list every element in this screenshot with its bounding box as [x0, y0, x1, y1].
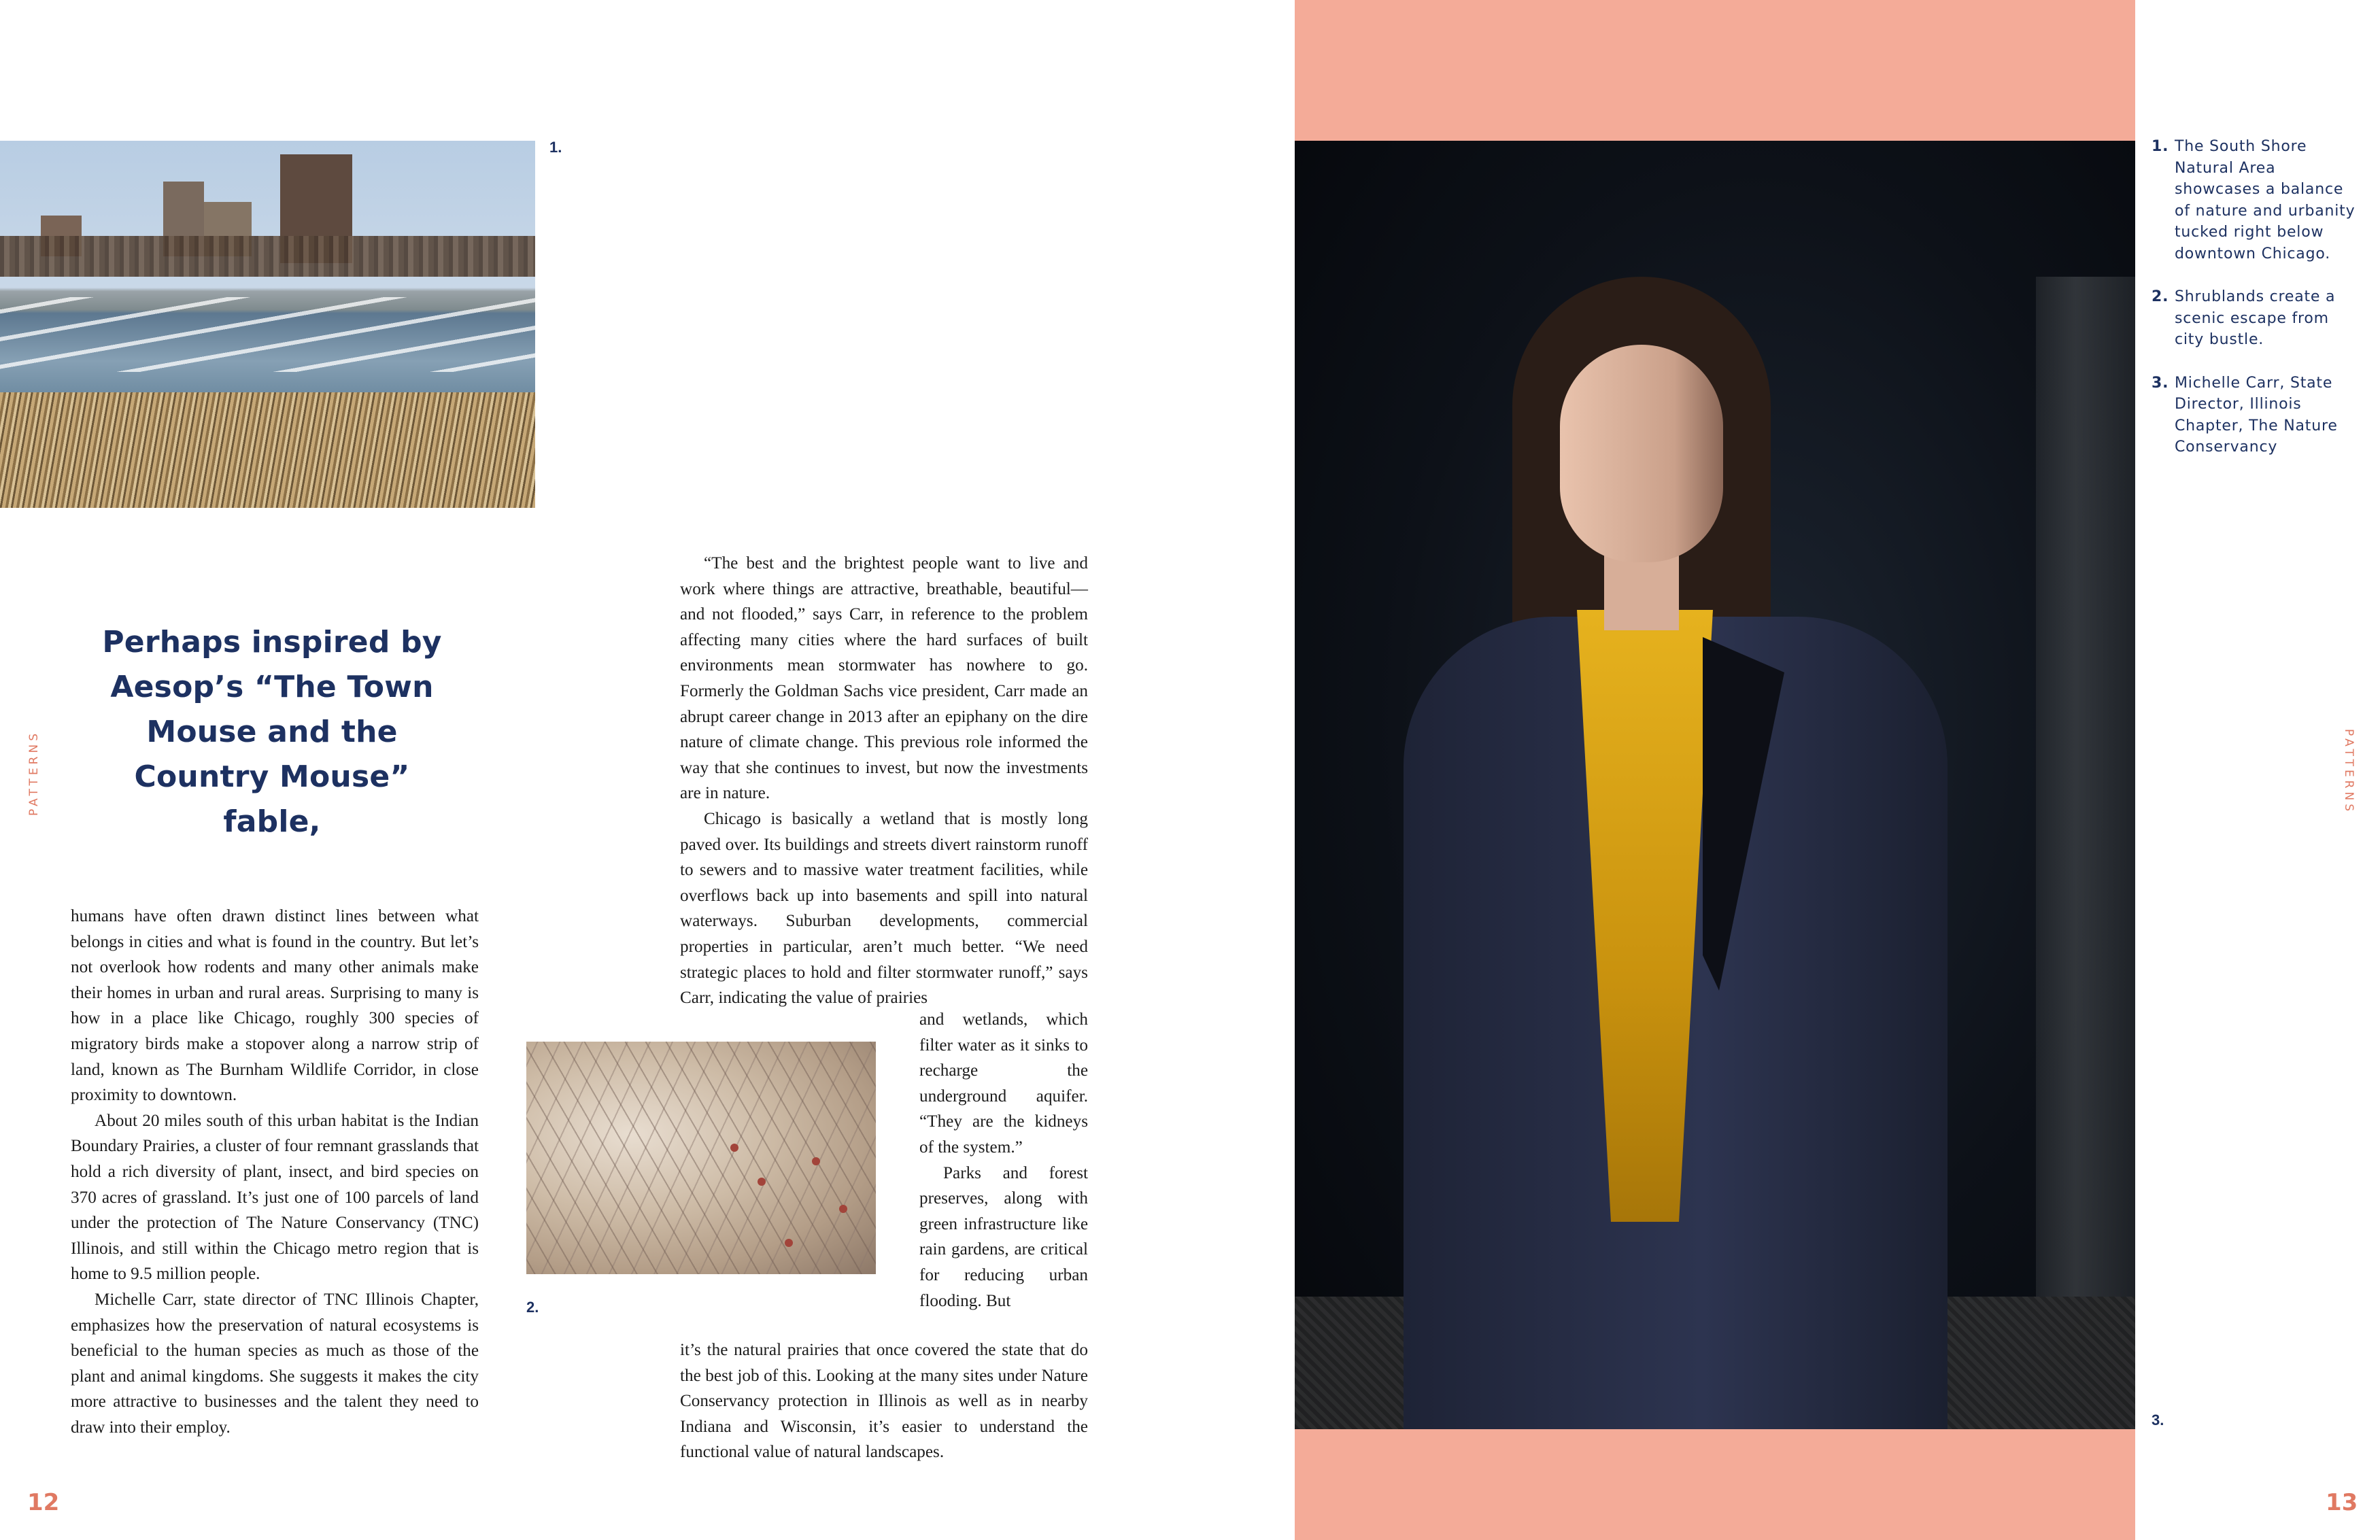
figure-label-1: 1. [549, 139, 562, 156]
body-column-2 [680, 551, 1088, 1011]
page-number-left: 12 [27, 1489, 60, 1516]
caption-1 [2152, 136, 2356, 264]
caption-2 [2152, 286, 2356, 351]
paragraph: Michelle Carr, state director of TNC Illinois Chapter, emphasizes how the preservation of natural ecosystems is beneficial to the human species as much as those of the plant and animal kingdoms. She suggests it makes the city more attractive to businesses and the talent they need to draw into their employ. [71, 1290, 479, 1437]
headline: Perhaps inspired by Aesop’s “The Town Mouse and the Country Mouse” fable, [102, 625, 442, 839]
paragraph: About 20 miles south of this urban habitat is the Indian Boundary Prairies, a cluster of four remnant grasslands that hold a rich diversity of plant, insect, and bird species on 370 acres of grassland. It’s just one of 100 parcels of land under the protection of The Nature Conservancy (TNC) Illinois, and still within the Chicago metro region that is home to 9.5 million people. [71, 1111, 479, 1284]
figure-label-3: 3. [2152, 1411, 2164, 1428]
figure-label-2: 2. [526, 1299, 539, 1316]
paragraph: Chicago is basically a wetland that is mostly long paved over. Its buildings and streets divert rainstorm runoff to sewers and to massive water treatment facilities, while overflows back up into basements and spill into natural waterways. Suburban developments, commercial properties in particular, aren’t much better. “We need strategic places to hold and filter stormwater runoff,” says Carr, indicating the value of prairies [680, 809, 1088, 1008]
pink-band-bottom [1295, 1429, 2135, 1540]
caption-text: Michelle Carr, State Director, Illinois Chapter, The Nature Conservancy [2175, 374, 2338, 456]
caption-number: 1. [2152, 138, 2169, 155]
pink-band-top [1295, 0, 2135, 141]
caption-number: 2. [2152, 288, 2169, 305]
body-column-2-end [680, 1337, 1088, 1465]
caption-text: The South Shore Natural Area showcases a balance of nature and urbanity tucked right below downtown Chicago. [2175, 138, 2356, 262]
paragraph: and wetlands, which filter water as it sinks to recharge the underground aquifer. “They are the kidneys of the system.” [919, 1010, 1088, 1157]
paragraph: humans have often drawn distinct lines between what belongs in cities and what is found in the country. But let’s not overlook how rodents and many other animals make their homes in urban and rural areas. Surprising to many is how in a place like Chicago, roughly 300 species of migratory birds make a stopover along a narrow strip of land, known as The Burnham Wildlife Corridor, in close proximity to downtown. [71, 907, 479, 1105]
section-label-right: PATTERNS [2342, 729, 2356, 815]
body-column-2-wrap [919, 1007, 1088, 1314]
captions [2152, 136, 2356, 480]
paragraph: “The best and the brightest people want to live and work where things are attractive, breathable, beautiful—and not flooded,” says Carr, in reference to the problem affecting many cities where the hard surfaces of built environments mean stormwater has nowhere to go. Formerly the Goldman Sachs vice president, Carr made an abrupt career change in 2013 after an epiphany on the dire nature of climate change. This previous role informed the way that she continues to invest, but now the investments are in nature. [680, 554, 1088, 803]
shrubland-photo [526, 1042, 876, 1274]
paragraph: Parks and forest preserves, along with green infrastructure like rain gardens, are critical for reducing urban flooding. But [919, 1163, 1088, 1310]
section-label-left: PATTERNS [27, 730, 41, 816]
portrait-photo [1295, 141, 2135, 1429]
caption-3 [2152, 373, 2356, 458]
page-number-right: 13 [2326, 1489, 2358, 1516]
caption-number: 3. [2152, 374, 2169, 392]
lakefront-photo [0, 141, 535, 508]
caption-text: Shrublands create a scenic escape from city bustle. [2175, 288, 2336, 348]
paragraph: it’s the natural prairies that once covered the state that do the best job of this. Looking at the many sites under Nature Conservancy protection in Illinois as well as in nearby Indiana and Wisconsin, it’s easier to understand the functional value of natural landscapes. [680, 1341, 1088, 1462]
body-column-1 [71, 904, 479, 1440]
